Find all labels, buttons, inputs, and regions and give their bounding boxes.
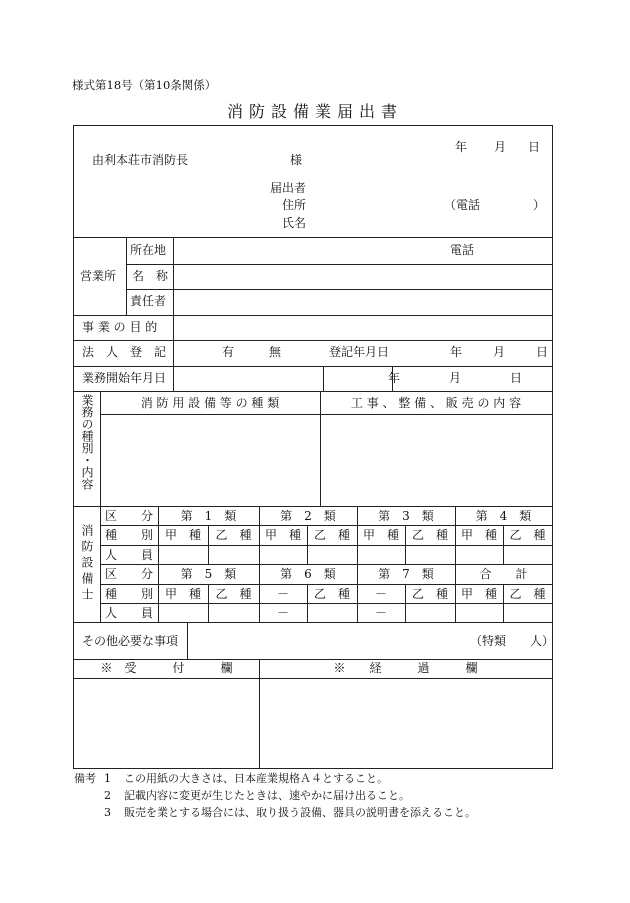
eng-kind-1: 種 別	[104, 528, 153, 542]
notification-form	[73, 125, 553, 769]
office-manager: 責任者	[130, 294, 167, 308]
eng-class-6: 第 6 類	[280, 567, 336, 581]
eng-persons-1: 人 員	[104, 548, 153, 562]
eng-class-3: 第 3 類	[378, 509, 434, 523]
eng-class-4: 第 4 類	[475, 509, 532, 523]
notes-label: 備考	[74, 772, 96, 785]
divider-eng-5	[100, 603, 552, 604]
eng-otsu-total: 乙 種	[509, 587, 546, 601]
eng-otsu-4: 乙 種	[509, 528, 546, 542]
note-3-number: 3	[104, 806, 111, 819]
phone-close: ）	[533, 198, 546, 212]
eng-kou-5: 甲 種	[164, 587, 201, 601]
business-equipment-type: 消 防 用 設 備 等 の 種 類	[140, 396, 280, 410]
divider-eng-3	[100, 564, 552, 565]
purpose-label: 事 業 の 目 的	[82, 320, 158, 334]
eng-kou-total: 甲 種	[460, 587, 497, 601]
vline-office	[126, 237, 127, 315]
eng-otsu-1: 乙 種	[215, 528, 252, 542]
divider-stamp-head	[74, 678, 552, 679]
business-work-content: 工 事 、 整 備 、 販 売 の 内 容	[350, 396, 522, 410]
note-1-number: 1	[104, 772, 111, 785]
date-month: 月	[494, 140, 507, 154]
eng-class-2: 第 2 類	[280, 509, 336, 523]
eng-class-1: 第 1 類	[180, 509, 237, 523]
registration-year: 年	[450, 345, 463, 359]
registration-present: 有	[222, 345, 235, 359]
eng-total: 合 計	[479, 567, 528, 581]
eng-division-2: 区 分	[104, 567, 153, 581]
registration-absent: 無	[269, 345, 282, 359]
vline-eng-b	[259, 506, 260, 622]
eng-persons-2: 人 員	[104, 606, 153, 620]
vline-eng-c	[357, 506, 358, 622]
name-label: 氏名	[282, 216, 307, 230]
eng-kind-2: 種 別	[104, 587, 153, 601]
divider-registration	[74, 366, 552, 367]
address-label: 住所	[282, 198, 307, 212]
other-special: （特類 人）	[470, 634, 555, 648]
registration-day: 日	[536, 345, 549, 359]
vline-regdate-1	[323, 366, 324, 391]
vline-other	[187, 622, 188, 659]
eng-dash-6a: －	[276, 587, 289, 601]
date-day: 日	[528, 140, 541, 154]
eng-kou-1: 甲 種	[164, 528, 201, 542]
divider-header	[74, 237, 552, 238]
divider-eng-4	[100, 584, 552, 585]
applicant-label: 届出者	[270, 181, 307, 195]
eng-kou-3: 甲 種	[362, 528, 399, 542]
note-2-number: 2	[104, 789, 111, 802]
registration-label: 法 人 登 記	[82, 345, 167, 359]
office-label: 営業所	[80, 269, 117, 283]
office-location: 所在地	[130, 243, 167, 257]
eng-otsu-6: 乙 種	[313, 587, 350, 601]
reception-column-header: ※ 受 付 欄	[100, 661, 233, 675]
divider-engineer	[74, 622, 552, 623]
eng-dash-6b: －	[276, 606, 289, 620]
eng-otsu-7: 乙 種	[411, 587, 448, 601]
divider-start	[74, 391, 552, 392]
note-1-text: この用紙の大きさは、日本産業規格Ａ４とすること。	[124, 772, 388, 785]
vline-registration	[173, 366, 174, 391]
document-title: 消防設備業届出書	[226, 102, 403, 121]
office-name: 名 称	[132, 269, 169, 283]
note-2-text: 記載内容に変更が生じたときは、速やかに届け出ること。	[124, 789, 410, 802]
other-label: その他必要な事項	[82, 634, 179, 648]
office-phone: 電話	[450, 243, 475, 257]
phone-label: （電話	[444, 198, 481, 212]
divider-eng-1	[100, 525, 552, 526]
vline-eng-d	[455, 506, 456, 622]
eng-dash-7b: －	[374, 606, 387, 620]
honorific: 様	[290, 153, 303, 167]
start-label: 業務開始年月日	[82, 371, 167, 385]
note-3-text: 販売を業とする場合には、取り扱う設備、器具の説明書を添えること。	[124, 806, 476, 819]
registration-month: 月	[493, 345, 506, 359]
divider-business-head	[100, 414, 552, 415]
vline-office-2	[173, 237, 174, 340]
eng-otsu-5: 乙 種	[215, 587, 252, 601]
vline-purpose	[173, 340, 174, 366]
eng-otsu-2: 乙 種	[313, 528, 350, 542]
eng-class-5: 第 5 類	[180, 567, 237, 581]
start-year: 年	[388, 371, 401, 385]
divider-business	[74, 506, 552, 507]
divider-purpose	[74, 340, 552, 341]
vline-stamps	[259, 659, 260, 768]
business-label: 業務の種別・内容	[80, 394, 94, 490]
eng-dash-7a: －	[374, 587, 387, 601]
eng-otsu-3: 乙 種	[411, 528, 448, 542]
divider-office-1	[126, 264, 552, 265]
engineer-label: 消防設備士	[80, 524, 94, 604]
start-day: 日	[510, 371, 523, 385]
eng-kou-4: 甲 種	[460, 528, 497, 542]
start-month: 月	[449, 371, 462, 385]
divider-other	[74, 659, 552, 660]
addressee: 由利本荘市消防長	[92, 153, 189, 167]
eng-class-7: 第 7 類	[378, 567, 434, 581]
registration-date-label: 登記年月日	[329, 345, 390, 359]
form-number: 様式第18号（第10条関係）	[72, 78, 217, 92]
date-year: 年	[455, 140, 468, 154]
divider-office	[74, 315, 552, 316]
divider-eng-2	[100, 545, 552, 546]
divider-office-2	[126, 289, 552, 290]
eng-kou-2: 甲 種	[264, 528, 301, 542]
eng-division-1: 区 分	[104, 509, 153, 523]
vline-eng-a	[158, 506, 159, 622]
progress-column-header: ※ 経 過 欄	[333, 661, 478, 675]
